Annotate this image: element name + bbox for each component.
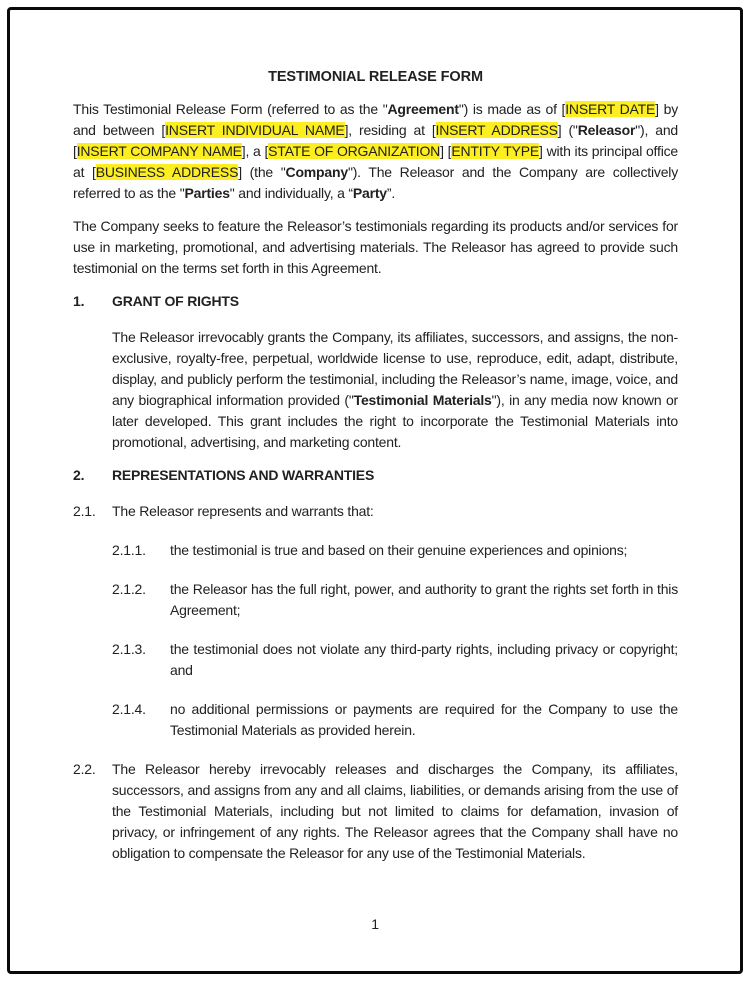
clause-2-2-number: 2.2. [73, 761, 96, 777]
highlighted-placeholder: STATE OF ORGANIZATION [268, 143, 441, 159]
clause-2-1-2 [112, 579, 678, 621]
text-run: the testimonial does not violate any third-party rights, including privacy or copyright; and [170, 641, 678, 678]
document-title: TESTIMONIAL RELEASE FORM [268, 69, 483, 85]
text-run: the Releasor has the full right, power, and authority to grant the rights set forth in this Agreement; [170, 581, 678, 618]
page-sheet [7, 7, 743, 974]
clause-2-2 [73, 759, 678, 864]
section-1-heading [73, 291, 678, 312]
highlighted-placeholder: INSERT INDIVIDUAL NAME [165, 122, 345, 138]
clause-2-1-4-number: 2.1.4. [112, 701, 146, 717]
clause-2-1-4 [112, 699, 678, 741]
text-run: ] (" [557, 122, 578, 138]
bold-term: Releasor [577, 122, 636, 138]
highlighted-placeholder: BUSINESS ADDRESS [95, 164, 239, 180]
text-run: ] by and between [ [73, 101, 679, 138]
clause-2-1-4-text [170, 699, 678, 741]
clause-2-1-1-text [170, 540, 678, 561]
clause-2-2-text [112, 759, 678, 864]
highlighted-placeholder: INSERT ADDRESS [435, 122, 558, 138]
bold-term: Company [285, 164, 348, 180]
purpose-paragraph [73, 216, 678, 279]
text-run: ], a [ [241, 143, 269, 159]
section-1-title: GRANT OF RIGHTS [112, 293, 239, 309]
clause-2-1-1-number: 2.1.1. [112, 542, 146, 558]
highlighted-placeholder: INSERT DATE [565, 101, 656, 117]
text-run: ], residing at [ [344, 122, 436, 138]
section-2-number: 2. [73, 467, 85, 483]
clause-2-1-3-text [170, 639, 678, 681]
section-1-number: 1. [73, 293, 85, 309]
section-2-title: REPRESENTATIONS AND WARRANTIES [112, 467, 375, 483]
text-run: This Testimonial Release Form (referred to as the " [73, 101, 388, 117]
text-run: The Company seeks to feature the Releasor’s testimonials regarding its products and/or services for use in marketing, promotional, and advertising materials. The Releasor has agreed to provide such testimonial on the terms set forth in this Agreement. [73, 218, 678, 276]
clause-2-1-3 [112, 639, 678, 681]
section-1-body [112, 327, 678, 453]
text-run: ] (the " [238, 164, 286, 180]
page-number: 1 [371, 916, 379, 932]
text-run: The Releasor irrevocably grants the Company, its affiliates, successors, and assigns, the non-exclusive, royalty-free, perpetual, worldwide license to use, reproduce, edit, adapt, distribute, display, and publicly perform the testimonial, including the Releasor’s name, image, voice, and any biographical information provided (" [112, 329, 678, 408]
text-run: ] with its principal office at [ [73, 143, 678, 180]
section-2-heading [73, 465, 678, 486]
intro-paragraph [73, 99, 678, 204]
text-run: The Releasor represents and warrants that: [112, 503, 374, 519]
bold-term: Party [352, 185, 387, 201]
bold-term: Agreement [387, 101, 459, 117]
bold-term: Testimonial Materials [353, 392, 492, 408]
text-run: ”. [386, 185, 396, 201]
highlighted-placeholder: INSERT COMPANY NAME [76, 143, 242, 159]
text-run: no additional permissions or payments are required for the Company to use the Testimonial Materials as provided herein. [170, 701, 678, 738]
clause-2-1-1 [112, 540, 678, 561]
text-run: " and individually, a “ [229, 185, 353, 201]
clause-2-1-number: 2.1. [73, 503, 96, 519]
text-run: "), in any media now known or later developed. This grant includes the right to incorporate the Testimonial Materials into promotional, advertising, and marketing content. [112, 392, 679, 450]
text-run: ] [ [440, 143, 452, 159]
text-run: The Releasor hereby irrevocably releases and discharges the Company, its affiliates, successors, and assigns from any and all claims, liabilities, or demands arising from the use of the Testimonial Materials, including but not limited to claims for defamation, invasion of privacy, or infringement of any rights. The Releasor agrees that the Company shall have no obligation to compensate the Releasor for any use of the Testimonial Materials. [112, 761, 678, 861]
text-run: "). The Releasor and the Company are collectively referred to as the " [73, 164, 678, 201]
clause-2-1 [73, 501, 678, 522]
clause-2-1-text [112, 501, 678, 522]
bold-term: Parties [184, 185, 230, 201]
clause-2-1-3-number: 2.1.3. [112, 641, 146, 657]
highlighted-placeholder: ENTITY TYPE [451, 143, 540, 159]
text-run: ") is made as of [ [458, 101, 566, 117]
text-run: "), and [ [73, 122, 678, 159]
clause-2-1-2-number: 2.1.2. [112, 581, 146, 597]
clause-2-1-2-text [170, 579, 678, 621]
text-run: the testimonial is true and based on their genuine experiences and opinions; [170, 542, 628, 558]
